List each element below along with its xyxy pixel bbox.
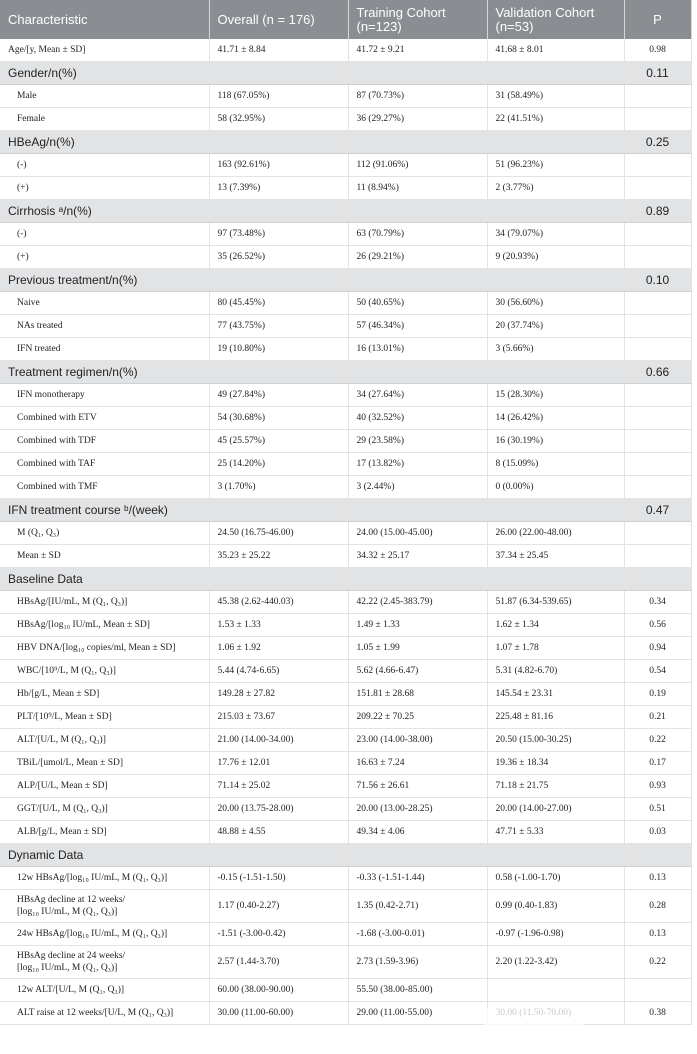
category-label: Gender/n(%) bbox=[0, 62, 209, 85]
table-row bbox=[0, 591, 691, 614]
validation-value: 1.62 ± 1.34 bbox=[487, 614, 624, 637]
row-label: PLT/[10⁹/L, Mean ± SD] bbox=[0, 706, 209, 729]
training-value: -1.68 (-3.00-0.01) bbox=[348, 923, 487, 946]
validation-value: 31 (58.49%) bbox=[487, 85, 624, 108]
validation-value: 0 (0.00%) bbox=[487, 476, 624, 499]
header-training-line2: (n=123) bbox=[356, 18, 402, 34]
row-label: 12w HBsAg/[log₁₀ IU/mL, M (Q₁, Q₃)] bbox=[0, 867, 209, 890]
overall-value: 30.00 (11.00-60.00) bbox=[209, 1002, 348, 1025]
overall-value: 21.00 (14.00-34.00) bbox=[209, 729, 348, 752]
training-value: 17 (13.82%) bbox=[348, 453, 487, 476]
table-row bbox=[0, 614, 691, 637]
p-value: 0.34 bbox=[624, 591, 691, 614]
row-label: IFN treated bbox=[0, 338, 209, 361]
validation-value: 34 (79.07%) bbox=[487, 223, 624, 246]
table-row bbox=[0, 867, 691, 890]
header-overall: Overall (n = 176) bbox=[209, 0, 348, 39]
training-value: 11 (8.94%) bbox=[348, 177, 487, 200]
row-label: Female bbox=[0, 108, 209, 131]
validation-value: 16 (30.19%) bbox=[487, 430, 624, 453]
watermark-overlay bbox=[484, 1008, 584, 1046]
overall-value: 41.71 ± 8.84 bbox=[209, 39, 348, 62]
validation-value: 5.31 (4.82-6.70) bbox=[487, 660, 624, 683]
header-training-line1: Training Cohort bbox=[356, 4, 446, 20]
table-row bbox=[0, 338, 691, 361]
overall-value: 45.38 (2.62-440.03) bbox=[209, 591, 348, 614]
validation-value: 1.07 ± 1.78 bbox=[487, 637, 624, 660]
validation-value: 51.87 (6.34-539.65) bbox=[487, 591, 624, 614]
table-row bbox=[0, 384, 691, 407]
overall-value: 80 (45.45%) bbox=[209, 292, 348, 315]
p-value: 0.11 bbox=[624, 62, 691, 85]
p-value: 0.10 bbox=[624, 269, 691, 292]
validation-value: 8 (15.09%) bbox=[487, 453, 624, 476]
overall-value: 215.03 ± 73.67 bbox=[209, 706, 348, 729]
overall-value: 25 (14.20%) bbox=[209, 453, 348, 476]
training-value: 26 (29.21%) bbox=[348, 246, 487, 269]
row-label: WBC/[10⁹/L, M (Q₁, Q₃)] bbox=[0, 660, 209, 683]
row-label-line2: [log₁₀ IU/mL, M (Q₁, Q₃)] bbox=[17, 907, 118, 917]
row-label: NAs treated bbox=[0, 315, 209, 338]
training-value: 2.73 (1.59-3.96) bbox=[348, 946, 487, 979]
validation-value: 47.71 ± 5.33 bbox=[487, 821, 624, 844]
training-value: 151.81 ± 28.68 bbox=[348, 683, 487, 706]
row-label-line1: HBsAg decline at 24 weeks/ bbox=[17, 951, 126, 961]
table-row bbox=[0, 637, 691, 660]
category-label: Dynamic Data bbox=[0, 844, 209, 867]
table-row bbox=[0, 1002, 691, 1025]
table-row bbox=[0, 177, 691, 200]
validation-value: 3 (5.66%) bbox=[487, 338, 624, 361]
category-row bbox=[0, 131, 691, 154]
category-label: IFN treatment course ᵇ/(week) bbox=[0, 499, 209, 522]
p-value: 0.28 bbox=[624, 890, 691, 923]
category-row bbox=[0, 568, 691, 591]
overall-value: 5.44 (4.74-6.65) bbox=[209, 660, 348, 683]
table-row bbox=[0, 946, 691, 979]
training-value: 29 (23.58%) bbox=[348, 430, 487, 453]
training-value: 24.00 (15.00-45.00) bbox=[348, 522, 487, 545]
table-row bbox=[0, 108, 691, 131]
row-label: Male bbox=[0, 85, 209, 108]
validation-value: 20.00 (14.00-27.00) bbox=[487, 798, 624, 821]
table-row bbox=[0, 430, 691, 453]
row-label: TBiL/[umol/L, Mean ± SD] bbox=[0, 752, 209, 775]
validation-value: 14 (26.42%) bbox=[487, 407, 624, 430]
category-row bbox=[0, 269, 691, 292]
overall-value: 35 (26.52%) bbox=[209, 246, 348, 269]
training-value: 209.22 ± 70.25 bbox=[348, 706, 487, 729]
validation-value: 71.18 ± 21.75 bbox=[487, 775, 624, 798]
training-value: 16.63 ± 7.24 bbox=[348, 752, 487, 775]
row-label: (-) bbox=[0, 154, 209, 177]
p-value bbox=[624, 979, 691, 1002]
overall-value: 54 (30.68%) bbox=[209, 407, 348, 430]
overall-value: 1.17 (0.40-2.27) bbox=[209, 890, 348, 923]
training-value: 49.34 ± 4.06 bbox=[348, 821, 487, 844]
training-value: 55.50 (38.00-85.00) bbox=[348, 979, 487, 1002]
row-label: Naive bbox=[0, 292, 209, 315]
row-label: Combined with TAF bbox=[0, 453, 209, 476]
row-label-line2: [log₁₀ IU/mL, M (Q₁, Q₃)] bbox=[17, 963, 118, 973]
category-label: HBeAg/n(%) bbox=[0, 131, 209, 154]
validation-value: 0.58 (-1.00-1.70) bbox=[487, 867, 624, 890]
training-value: 1.05 ± 1.99 bbox=[348, 637, 487, 660]
training-value: 40 (32.52%) bbox=[348, 407, 487, 430]
table-row bbox=[0, 476, 691, 499]
p-value: 0.56 bbox=[624, 614, 691, 637]
training-value: 57 (46.34%) bbox=[348, 315, 487, 338]
validation-value: 22 (41.51%) bbox=[487, 108, 624, 131]
training-value: 112 (91.06%) bbox=[348, 154, 487, 177]
validation-value: 225.48 ± 81.16 bbox=[487, 706, 624, 729]
table-row bbox=[0, 154, 691, 177]
table-row bbox=[0, 246, 691, 269]
header-p: P bbox=[624, 0, 691, 39]
category-row bbox=[0, 62, 691, 85]
table-row bbox=[0, 683, 691, 706]
header-validation-line1: Validation Cohort bbox=[495, 4, 595, 20]
validation-value: 20 (37.74%) bbox=[487, 315, 624, 338]
training-value: 42.22 (2.45-383.79) bbox=[348, 591, 487, 614]
row-label: IFN monotherapy bbox=[0, 384, 209, 407]
overall-value: 20.00 (13.75-28.00) bbox=[209, 798, 348, 821]
overall-value: 163 (92.61%) bbox=[209, 154, 348, 177]
training-value: 34.32 ± 25.17 bbox=[348, 545, 487, 568]
table-row bbox=[0, 798, 691, 821]
p-value: 0.03 bbox=[624, 821, 691, 844]
table-row bbox=[0, 522, 691, 545]
overall-value: 60.00 (38.00-90.00) bbox=[209, 979, 348, 1002]
training-value: 29.00 (11.00-55.00) bbox=[348, 1002, 487, 1025]
row-label: M (Q₁, Q₃) bbox=[0, 522, 209, 545]
table-row bbox=[0, 85, 691, 108]
overall-value: 35.23 ± 25.22 bbox=[209, 545, 348, 568]
training-value: 63 (70.79%) bbox=[348, 223, 487, 246]
overall-value: 45 (25.57%) bbox=[209, 430, 348, 453]
training-value: 3 (2.44%) bbox=[348, 476, 487, 499]
table-row bbox=[0, 979, 691, 1002]
validation-value: 2 (3.77%) bbox=[487, 177, 624, 200]
table-row bbox=[0, 923, 691, 946]
p-value: 0.47 bbox=[624, 499, 691, 522]
header-characteristic: Characteristic bbox=[0, 0, 209, 39]
p-value: 0.38 bbox=[624, 1002, 691, 1025]
overall-value: 19 (10.80%) bbox=[209, 338, 348, 361]
overall-value: 17.76 ± 12.01 bbox=[209, 752, 348, 775]
validation-value: 145.54 ± 23.31 bbox=[487, 683, 624, 706]
row-label: ALT raise at 12 weeks/[U/L, M (Q₁, Q₃)] bbox=[0, 1002, 209, 1025]
training-value: 50 (40.65%) bbox=[348, 292, 487, 315]
p-value: 0.22 bbox=[624, 729, 691, 752]
row-label bbox=[0, 946, 209, 979]
row-label: (-) bbox=[0, 223, 209, 246]
category-label: Cirrhosis ᵃ/n(%) bbox=[0, 200, 209, 223]
p-value: 0.13 bbox=[624, 867, 691, 890]
table-row bbox=[0, 39, 691, 62]
validation-value: -0.97 (-1.96-0.98) bbox=[487, 923, 624, 946]
overall-value: 97 (73.48%) bbox=[209, 223, 348, 246]
row-label: Combined with TDF bbox=[0, 430, 209, 453]
table-row bbox=[0, 706, 691, 729]
row-label: Combined with TMF bbox=[0, 476, 209, 499]
validation-value: 30 (56.60%) bbox=[487, 292, 624, 315]
validation-value: 9 (20.93%) bbox=[487, 246, 624, 269]
validation-value: 0.99 (0.40-1.83) bbox=[487, 890, 624, 923]
validation-value: 20.50 (15.00-30.25) bbox=[487, 729, 624, 752]
category-row bbox=[0, 200, 691, 223]
table-row bbox=[0, 890, 691, 923]
overall-value: 58 (32.95%) bbox=[209, 108, 348, 131]
row-label: (+) bbox=[0, 246, 209, 269]
row-label bbox=[0, 890, 209, 923]
row-label: ALP/[U/L, Mean ± SD] bbox=[0, 775, 209, 798]
category-label: Baseline Data bbox=[0, 568, 209, 591]
overall-value: -1.51 (-3.00-0.42) bbox=[209, 923, 348, 946]
row-label: ALB/[g/L, Mean ± SD] bbox=[0, 821, 209, 844]
training-value: 34 (27.64%) bbox=[348, 384, 487, 407]
row-label: ALT/[U/L, M (Q₁, Q₃)] bbox=[0, 729, 209, 752]
training-value: 87 (70.73%) bbox=[348, 85, 487, 108]
validation-value: 15 (28.30%) bbox=[487, 384, 624, 407]
row-label: Combined with ETV bbox=[0, 407, 209, 430]
row-label: 24w HBsAg/[log₁₀ IU/mL, M (Q₁, Q₃)] bbox=[0, 923, 209, 946]
table-row bbox=[0, 660, 691, 683]
training-value: 1.49 ± 1.33 bbox=[348, 614, 487, 637]
p-value: 0.94 bbox=[624, 637, 691, 660]
training-value: 16 (13.01%) bbox=[348, 338, 487, 361]
row-label: 12w ALT/[U/L, M (Q₁, Q₃)] bbox=[0, 979, 209, 1002]
validation-value: 37.34 ± 25.45 bbox=[487, 545, 624, 568]
training-value: 23.00 (14.00-38.00) bbox=[348, 729, 487, 752]
row-label: Hb/[g/L, Mean ± SD] bbox=[0, 683, 209, 706]
p-value: 0.22 bbox=[624, 946, 691, 979]
header-validation-line2: (n=53) bbox=[495, 18, 534, 34]
validation-value: 41.68 ± 8.01 bbox=[487, 39, 624, 62]
row-label: HBsAg/[log₁₀ IU/mL, Mean ± SD] bbox=[0, 614, 209, 637]
header-validation bbox=[487, 0, 624, 39]
training-value: 41.72 ± 9.21 bbox=[348, 39, 487, 62]
table-row bbox=[0, 407, 691, 430]
row-label: HBV DNA/[log₁₀ copies/ml, Mean ± SD] bbox=[0, 637, 209, 660]
p-value: 0.19 bbox=[624, 683, 691, 706]
row-label: GGT/[U/L, M (Q₁, Q₃)] bbox=[0, 798, 209, 821]
p-value: 0.13 bbox=[624, 923, 691, 946]
row-label: Mean ± SD bbox=[0, 545, 209, 568]
overall-value: 149.28 ± 27.82 bbox=[209, 683, 348, 706]
category-label: Previous treatment/n(%) bbox=[0, 269, 209, 292]
category-row bbox=[0, 499, 691, 522]
training-value: 1.35 (0.42-2.71) bbox=[348, 890, 487, 923]
overall-value: 49 (27.84%) bbox=[209, 384, 348, 407]
training-value: 20.00 (13.00-28.25) bbox=[348, 798, 487, 821]
p-value: 0.17 bbox=[624, 752, 691, 775]
table-row bbox=[0, 223, 691, 246]
row-label: Age/[y, Mean ± SD] bbox=[0, 39, 209, 62]
table-row bbox=[0, 545, 691, 568]
table-row bbox=[0, 729, 691, 752]
overall-value: 24.50 (16.75-46.00) bbox=[209, 522, 348, 545]
table-row bbox=[0, 453, 691, 476]
overall-value: 2.57 (1.44-3.70) bbox=[209, 946, 348, 979]
p-value: 0.21 bbox=[624, 706, 691, 729]
table-row bbox=[0, 315, 691, 338]
overall-value: 48.88 ± 4.55 bbox=[209, 821, 348, 844]
validation-value: 19.36 ± 18.34 bbox=[487, 752, 624, 775]
overall-value: 1.53 ± 1.33 bbox=[209, 614, 348, 637]
header-training bbox=[348, 0, 487, 39]
category-row bbox=[0, 844, 691, 867]
validation-value: 51 (96.23%) bbox=[487, 154, 624, 177]
validation-value: 26.00 (22.00-48.00) bbox=[487, 522, 624, 545]
p-value: 0.54 bbox=[624, 660, 691, 683]
overall-value: -0.15 (-1.51-1.50) bbox=[209, 867, 348, 890]
table-row bbox=[0, 292, 691, 315]
p-value: 0.98 bbox=[624, 39, 691, 62]
training-value: 71.56 ± 26.61 bbox=[348, 775, 487, 798]
overall-value: 1.06 ± 1.92 bbox=[209, 637, 348, 660]
row-label: HBsAg/[IU/mL, M (Q₁, Q₃)] bbox=[0, 591, 209, 614]
table-row bbox=[0, 775, 691, 798]
overall-value: 13 (7.39%) bbox=[209, 177, 348, 200]
p-value: 0.25 bbox=[624, 131, 691, 154]
training-value: 5.62 (4.66-6.47) bbox=[348, 660, 487, 683]
validation-value bbox=[487, 979, 624, 1002]
p-value: 0.51 bbox=[624, 798, 691, 821]
overall-value: 71.14 ± 25.02 bbox=[209, 775, 348, 798]
row-label-line1: HBsAg decline at 12 weeks/ bbox=[17, 895, 126, 905]
category-row bbox=[0, 361, 691, 384]
validation-value: 2.20 (1.22-3.42) bbox=[487, 946, 624, 979]
training-value: -0.33 (-1.51-1.44) bbox=[348, 867, 487, 890]
header-row bbox=[0, 0, 691, 39]
overall-value: 77 (43.75%) bbox=[209, 315, 348, 338]
p-value: 0.93 bbox=[624, 775, 691, 798]
p-value: 0.89 bbox=[624, 200, 691, 223]
table-row bbox=[0, 821, 691, 844]
overall-value: 118 (67.05%) bbox=[209, 85, 348, 108]
training-value: 36 (29.27%) bbox=[348, 108, 487, 131]
overall-value: 3 (1.70%) bbox=[209, 476, 348, 499]
p-value: 0.66 bbox=[624, 361, 691, 384]
category-label: Treatment regimen/n(%) bbox=[0, 361, 209, 384]
row-label: (+) bbox=[0, 177, 209, 200]
table-row bbox=[0, 752, 691, 775]
